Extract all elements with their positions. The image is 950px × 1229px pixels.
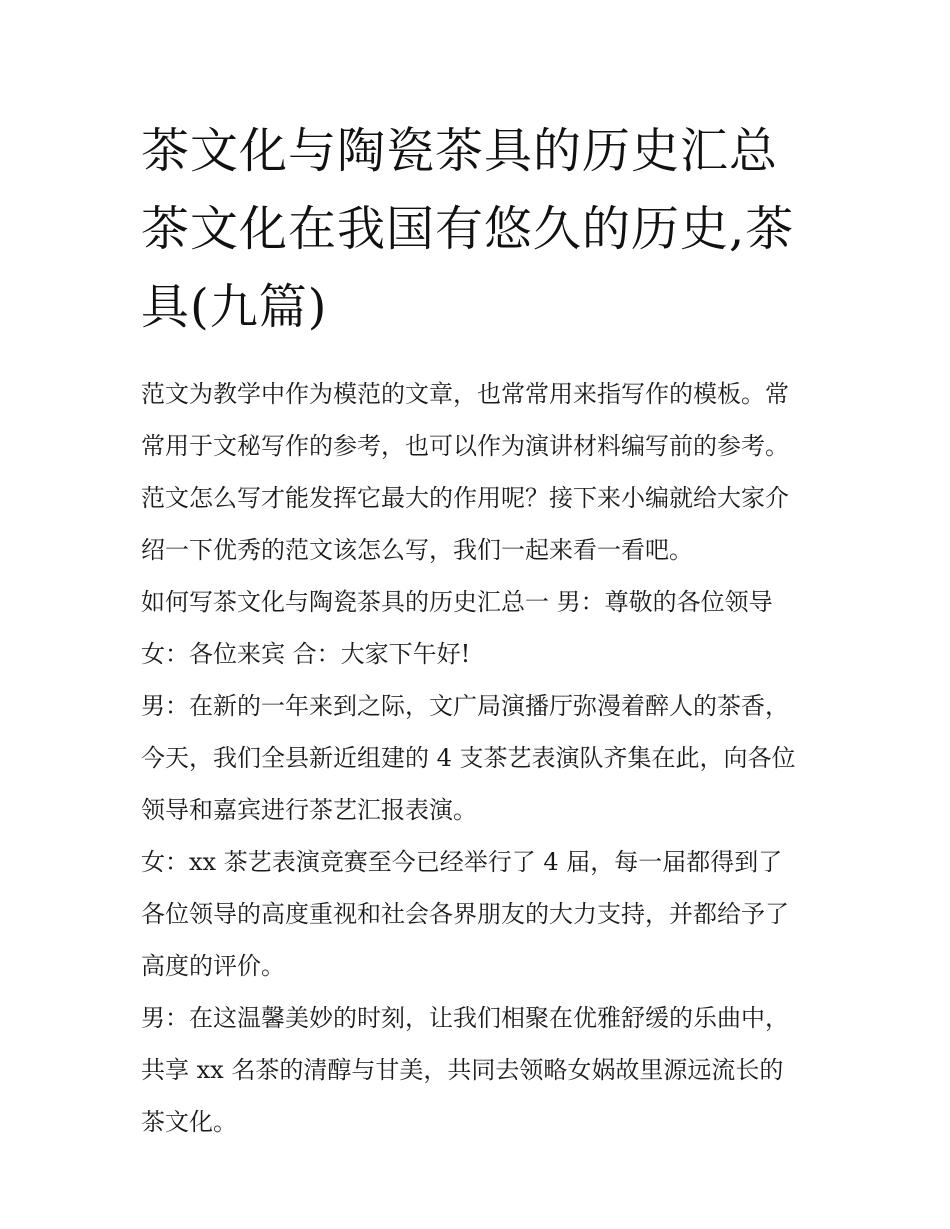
- paragraph-line: 绍一下优秀的范文该怎么写，我们一起来看一看吧。: [141, 536, 693, 564]
- document-title: [141, 112, 820, 346]
- paragraph-line: 常用于文秘写作的参考，也可以作为演讲材料编写前的参考。: [141, 432, 789, 460]
- title-line: 具(九篇): [141, 279, 328, 335]
- section-heading-paragraph: [141, 576, 820, 628]
- paragraph-line: 女：xx 茶艺表演竞赛至今已经举行了 4 届，每一届都得到了: [141, 848, 783, 876]
- paragraph-line: 今天，我们全县新近组建的 4 支茶艺表演队齐集在此，向各位: [141, 744, 796, 772]
- speech-paragraph: [141, 992, 820, 1148]
- paragraph-line: 女：各位来宾 合：大家下午好!: [141, 640, 471, 668]
- speech-paragraph: [141, 836, 820, 992]
- speech-paragraph: [141, 680, 820, 836]
- title-line: 茶文化在我国有悠久的历史,茶: [141, 201, 795, 257]
- paragraph-line: 男：在新的一年来到之际，文广局演播厅弥漫着醉人的茶香，: [141, 692, 789, 720]
- paragraph-line: 范文为教学中作为模范的文章，也常常用来指写作的模板。常: [141, 380, 789, 408]
- paragraph-line: 男：在这温馨美妙的时刻，让我们相聚在优雅舒缓的乐曲中，: [141, 1004, 789, 1032]
- paragraph-line: 如何写茶文化与陶瓷茶具的历史汇总一 男：尊敬的各位领导: [141, 588, 773, 616]
- paragraph-line: 茶文化。: [141, 1108, 237, 1136]
- paragraph-line: 高度的评价。: [141, 952, 285, 980]
- document-body: [141, 368, 820, 1148]
- paragraph-line: 范文怎么写才能发挥它最大的作用呢？接下来小编就给大家介: [141, 484, 789, 512]
- paragraph-line: 各位领导的高度重视和社会各界朋友的大力支持，并都给予了: [141, 900, 789, 928]
- title-line: 茶文化与陶瓷茶具的历史汇总: [141, 123, 779, 179]
- paragraph-line: 共享 xx 名茶的清醇与甘美，共同去领略女娲故里源远流长的: [141, 1056, 784, 1084]
- greeting-paragraph: [141, 628, 820, 680]
- paragraph-line: 领导和嘉宾进行茶艺汇报表演。: [141, 796, 477, 824]
- intro-paragraph: [141, 368, 820, 576]
